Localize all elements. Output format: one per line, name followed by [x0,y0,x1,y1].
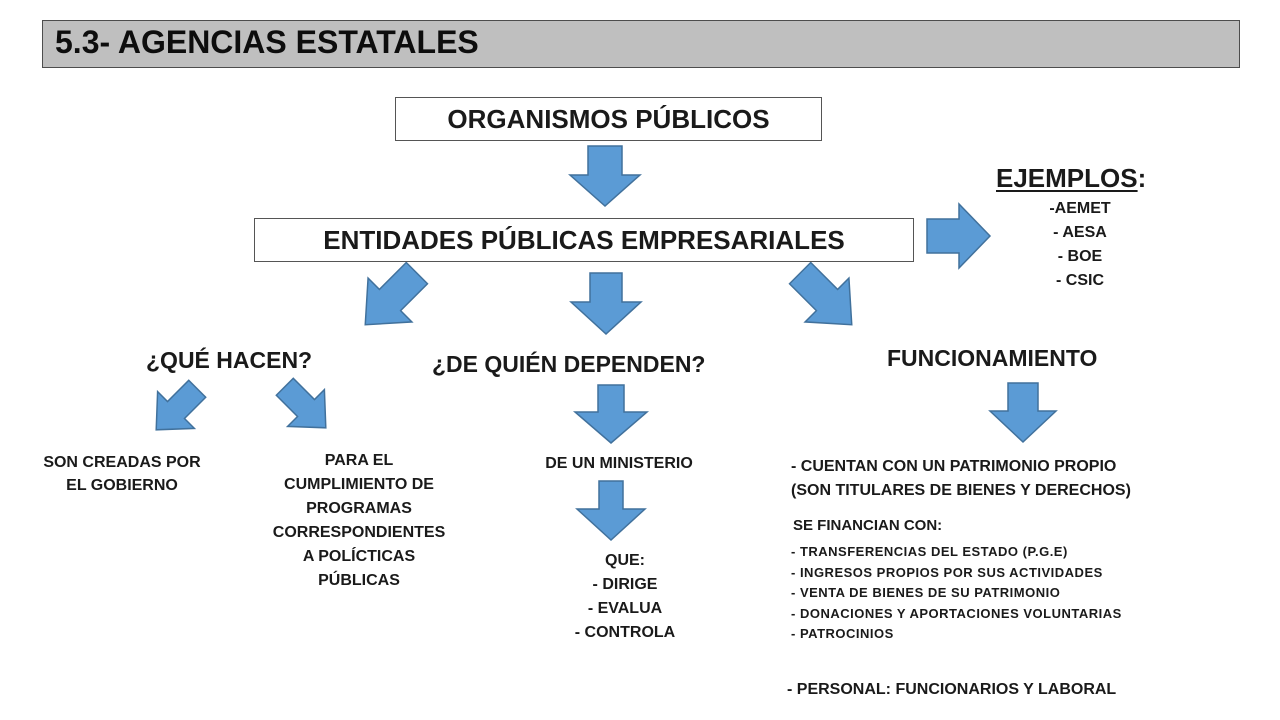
examples-heading-text: EJEMPLOS [996,163,1138,193]
arrow-down-org-to-ent [570,146,640,206]
que-item: - CONTROLA [574,624,676,641]
arrow-down-de-quien [571,273,641,334]
examples-heading [996,163,1146,194]
personal-text: - PERSONAL: FUNCIONARIOS Y LABORAL [787,681,1117,698]
organismos-publicos-box: ORGANISMOS PÚBLICOS [395,97,822,141]
text-line: PARA EL [324,452,394,469]
text-line: SON CREADAS POR [43,454,201,471]
financian-item: - DONACIONES Y APORTACIONES VOLUNTARIAS [791,605,1122,621]
arrow-down-que [577,481,645,540]
arrow-diag-down-right-funcionamiento [778,251,873,346]
que-label: QUE: [605,552,645,569]
heading-que-hacen: ¿QUÉ HACEN? [146,347,313,373]
entidades-publicas-box: ENTIDADES PÚBLICAS EMPRESARIALES [254,218,914,262]
example-item: - AESA [1053,224,1107,241]
arrow-right-to-examples [927,204,990,268]
text-line: CORRESPONDIENTES [272,524,446,541]
de-un-ministerio-text: DE UN MINISTERIO [545,455,693,472]
financian-item: - TRANSFERENCIAS DEL ESTADO (P.G.E) [791,544,1068,559]
que-item: - EVALUA [587,600,663,617]
page-title: 5.3- AGENCIAS ESTATALES [55,24,479,60]
son-creadas-text [8,451,236,497]
text-line: A POLÍCTICAS [302,548,416,565]
text-line: (SON TITULARES DE BIENES Y DERECHOS) [791,482,1131,499]
example-item: - CSIC [1056,272,1104,289]
example-item: - BOE [1057,248,1103,265]
examples-heading-colon: : [1137,163,1147,193]
text-line: PÚBLICAS [318,572,400,589]
arrow-diag-down-right-para-el [266,368,344,446]
que-dirige-list [530,549,720,645]
text-line: - CUENTAN CON UN PATRIMONIO PROPIO [791,458,1117,475]
para-el-cumplimiento-text [230,449,488,593]
text-line: PROGRAMAS [306,500,412,517]
se-financian-heading: SE FINANCIAN CON: [793,517,943,534]
arrow-diag-down-left-son-creadas [138,370,216,448]
que-item: - DIRIGE [592,576,658,593]
arrow-down-funcionamiento [990,383,1056,442]
financian-item: - INGRESOS PROPIOS POR SUS ACTIVIDADES [791,564,1103,580]
heading-funcionamiento: FUNCIONAMIENTO [887,345,1098,371]
text-line: EL GOBIERNO [66,477,178,494]
text-line: CUMPLIMIENTO DE [284,476,434,493]
arrow-down-ministerio [575,385,647,443]
examples-list [1020,197,1140,293]
financian-list [791,542,1122,645]
financian-item: - VENTA DE BIENES DE SU PATRIMONIO [791,585,1061,600]
arrow-diag-down-left-que-hacen [343,251,438,346]
heading-de-quien-dependen: ¿DE QUIÉN DEPENDEN? [432,351,706,377]
example-item: -AEMET [1049,200,1111,217]
financian-item: - PATROCINIOS [791,626,894,641]
patrimonio-text [791,455,1131,503]
